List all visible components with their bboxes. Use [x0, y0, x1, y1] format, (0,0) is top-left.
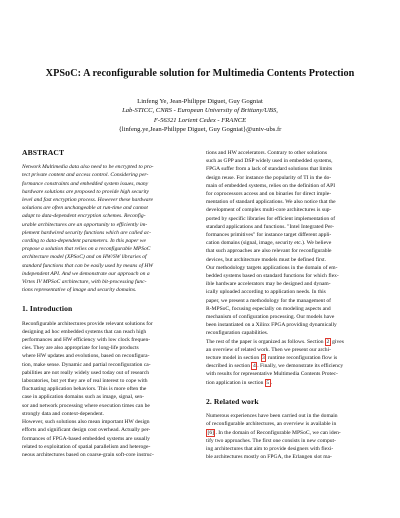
intro-cont-line: development of complex multi-core architectures is sup- [206, 207, 332, 214]
author-names: Linfeng Ye, Jean-Philippe Diguet, Guy Gogniat [137, 98, 263, 105]
introduction-text [22, 320, 192, 459]
abstract-line: adapt to data-dependent encryption schemes. Reconfig- [22, 213, 146, 220]
intro-line: tion, make sense. Dynamic and partial reconfiguration ca- [22, 361, 151, 368]
related-line: ing architectures that aim to provide designers with flexi- [206, 445, 334, 452]
intro-cont-line: formances primitives" for instance target different appli- [206, 232, 332, 239]
intro-cont-line: mechanism of configuration processing. Our models have [206, 314, 335, 321]
intro-line: laboratories, but yet they are of real interest to cope with [22, 378, 148, 385]
intro-line: designing ad hoc embedded systems that can reach high [22, 328, 147, 335]
abstract-text [22, 163, 192, 294]
intro-cont-line: been instantiated on a Xilinx FPGA providing dynamically [206, 322, 337, 329]
abstract-line: plement hardwired security functions which are called ac- [22, 229, 151, 236]
paper-organization-paragraph [206, 338, 380, 387]
org-line: an overview of related work. Then we present our archi- [206, 346, 331, 353]
related-work-heading: 2. Related work [206, 396, 259, 406]
author-emails: {linfeng.ye,Jean-Philippe Diguet, Guy Gogniat}@univ-ubs.fr [118, 125, 282, 133]
intro-continued-text [206, 149, 380, 338]
intro-cont-line: devices, but architecture models must be defined first. [206, 256, 326, 263]
intro-line: fluctuating application behaviors. This is more often the [22, 386, 147, 393]
section-5-link[interactable]: 5 [266, 379, 270, 386]
abstract-line: Network Multimedia data also need to be encrypted to pro- [22, 164, 154, 171]
intro-line: case in application domains such as image, signal, sen- [22, 394, 144, 401]
intro-cont-line: design reuse. For instance the popularity of TI in the do- [206, 174, 332, 181]
paper-title: XPSoC: A reconfigurable solution for Multimedia Contents Protection [45, 68, 355, 79]
abstract-line: solutions are often unchangeable at run-time and cannot [22, 205, 148, 212]
intro-cont-line: cation domains (signal, image, security etc.). We believe [206, 240, 332, 247]
intro-cont-line: paper, we present a methodology for the management of [206, 297, 331, 304]
related-line: ble architectures mostly on FPGA, the Erlangen slot ma- [206, 454, 332, 461]
intro-cont-line: ible hardware accelerators may be designed and dynam- [206, 281, 331, 288]
introduction-heading: 1. Introduction [22, 304, 73, 314]
abstract-line: level and fast encryption process. However these hardware [22, 197, 153, 204]
intro-line: However, such solutions also mean important HW design [22, 419, 150, 426]
intro-line: related to exploitation of spatial parallelism and heteroge- [22, 443, 151, 450]
intro-line: efforts and significant design cost overhead. Actually per- [22, 427, 151, 434]
abstract-line: standard functions that can be easily used by means of HW [22, 262, 154, 269]
intro-cont-line: FPGA suffer from a lack of standard solutions that limits [206, 166, 333, 173]
abstract-line: cording to data-dependent parameters. In this paper we [22, 238, 146, 245]
org-line: tecture model in section 3 runtime reconfiguration flow is [206, 355, 338, 362]
org-line: The rest of the paper is organized as follows. Section 2 gives [206, 338, 344, 345]
intro-cont-line: ported by specific libraries for efficient implementation of [206, 215, 336, 222]
org-line: described in section 4 . Finally, we demonstrate its efficiency [206, 363, 344, 370]
abstract-line: tect private content and access control. Considering per- [22, 172, 149, 179]
intro-cont-line: that such approaches are also relevant for reconfigurable [206, 248, 332, 255]
intro-line: formances of FPGA-based embedded systems are usually [22, 435, 150, 442]
intro-cont-line: ically uploaded according to application needs. In this [206, 289, 326, 296]
abstract-line: architecture model (XPSoC) and on HW/SW libraries of [22, 254, 147, 261]
section-3-link[interactable]: 3 [262, 355, 265, 362]
related-line: of reconfigurable architectures, an overview is available in [206, 421, 337, 428]
intro-cont-line: R-MPSoC, focusing especially on modeling aspects and [206, 305, 331, 312]
intro-line: strongly data and context-dependent. [22, 410, 104, 417]
intro-line: performances and HW efficiency with low clock frequen- [22, 337, 151, 344]
intro-cont-line: for coprocessors access and on binaries for direct imple- [206, 191, 332, 198]
citation-6-link[interactable]: [6] [207, 429, 214, 436]
intro-line: sor and network processing where execution times can be [22, 402, 150, 409]
affiliation-line-2: F-56321 Lorient Cedex - FRANCE [153, 116, 247, 124]
intro-cont-line: tions and HW accelerators. Contrary to other solutions [206, 150, 327, 156]
related-line: tify two approaches. The first one consists in new comput- [206, 437, 336, 444]
intro-cont-line: reconfiguration capabilities. [206, 330, 269, 337]
abstract-line: Virtex IV MPSoC architecture, with bit-processing func- [22, 279, 147, 286]
org-line: with results for representative Multimedia Contents Protec- [206, 371, 338, 378]
section-2-link[interactable]: 2 [326, 338, 330, 345]
left-column [22, 149, 192, 459]
intro-cont-line: mentation of standard applications. We also notice that the [206, 199, 336, 206]
intro-line: pabilities are not really widely used today out of research [22, 369, 150, 376]
affiliation-line-1: Lab-STICC, CNRS - European University of Brittany/UBS, [122, 107, 278, 115]
intro-cont-line: Our methodology targets applications in the domain of em- [206, 264, 338, 271]
section-4-link[interactable]: 4 [252, 363, 256, 370]
abstract-line: hardware solutions are proposed to provide high security [22, 188, 150, 195]
related-line: Numerous experiences have been carried out in the domain [206, 413, 338, 420]
intro-line: where HW updates and evolutions, based on reconfigura- [22, 353, 150, 360]
abstract-line: urable architectures are an opportunity to efficiently im- [22, 221, 148, 228]
intro-cont-line: main of embedded systems, relies on the definition of API [206, 182, 336, 189]
abstract-heading: ABSTRACT [22, 148, 65, 157]
intro-line: cies. They are also appropriate for long-life products [22, 345, 139, 352]
intro-cont-line: standard applications and functions. "Intel Integrated Per- [206, 223, 334, 230]
abstract-line: independent API. And we demonstrate our approach on a [22, 270, 150, 277]
right-column [206, 149, 380, 461]
author-block [60, 97, 340, 134]
intro-line: neous architectures based on coarse-grain soft-core instruc- [22, 451, 154, 458]
abstract-line: propose a solution that relies on a reconfigurable MPSoC [22, 246, 151, 253]
abstract-line: formance constraints and embedded system issues, many [22, 180, 149, 187]
related-line: [6] . In the domain of Reconfigurable MPSoC, we can iden- [207, 429, 341, 436]
intro-cont-line: bedded systems based on standard functions for which flex- [206, 273, 339, 280]
abstract-line: tions representative of image and security domains. [22, 287, 137, 294]
intro-cont-line: such as GPP and DSP widely used in embedded systems, [206, 158, 333, 165]
related-work-text [206, 412, 380, 461]
org-line: tion application in section 5 . [206, 379, 273, 386]
intro-line: Reconfigurable architectures provide relevant solutions for [22, 320, 153, 327]
